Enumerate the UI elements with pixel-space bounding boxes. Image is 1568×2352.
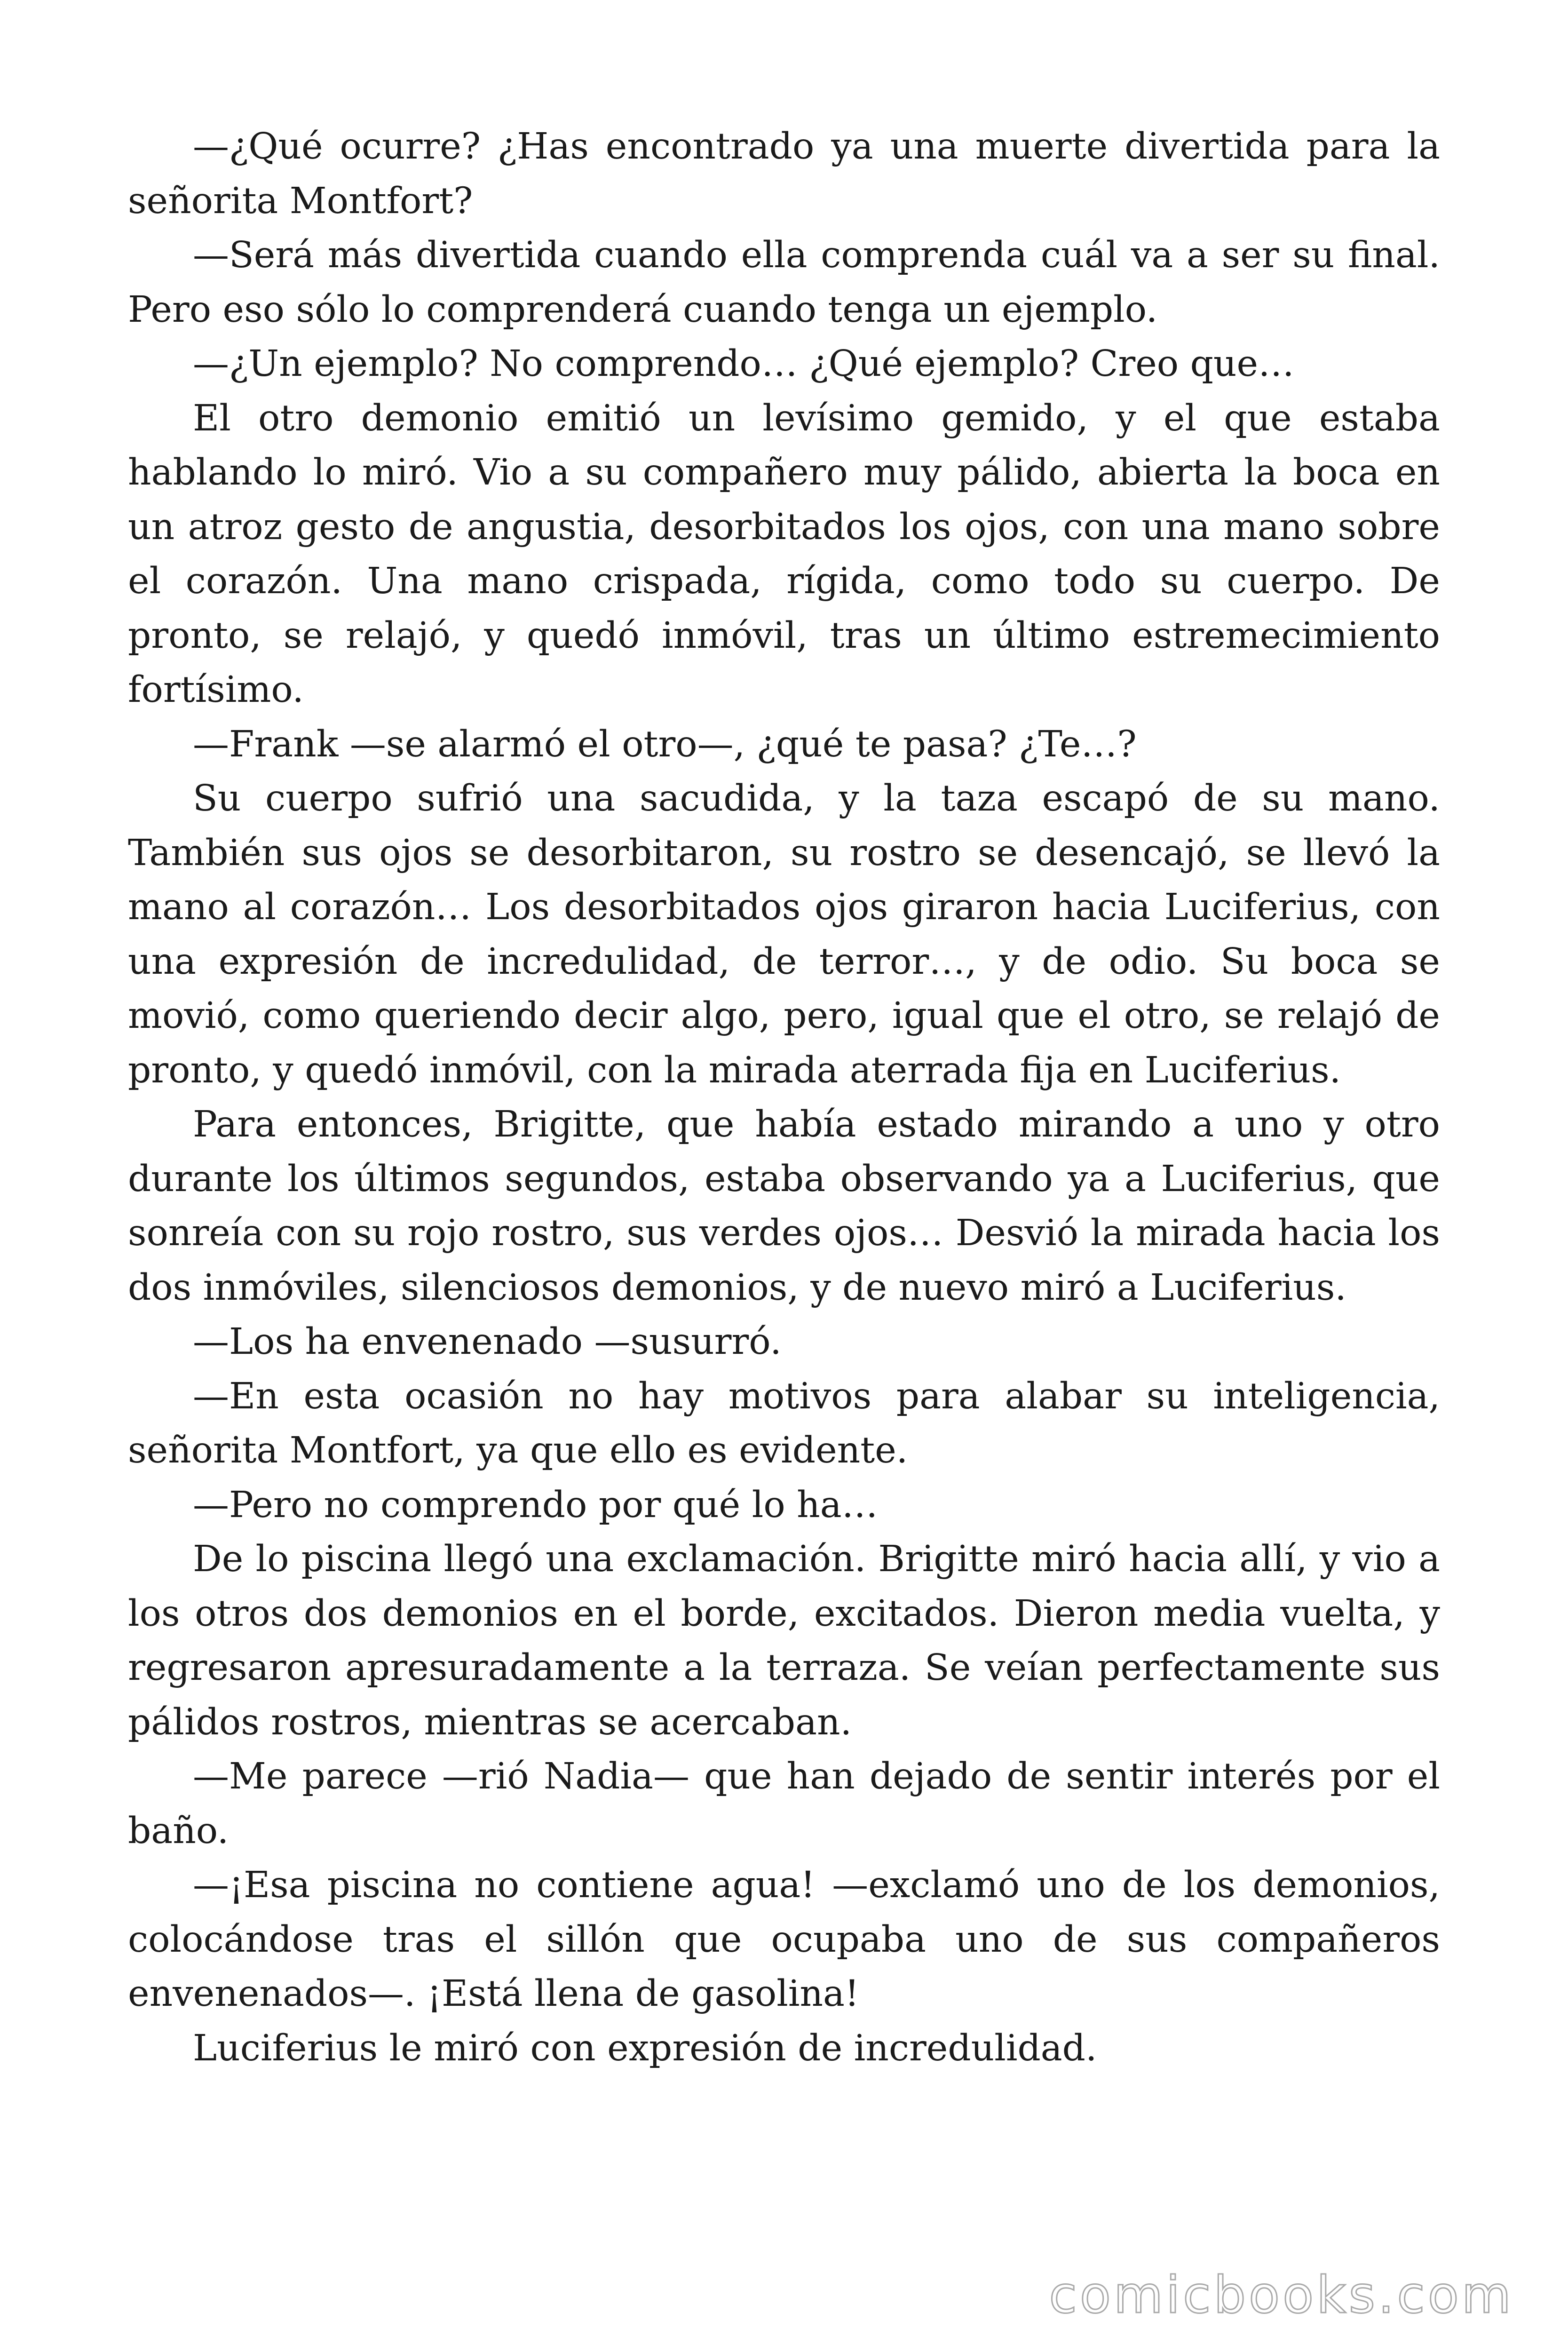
paragraph: El otro demonio emitió un levísimo gemido, y el que estaba hablando lo miró. Vio a su compañero muy pálido, abierta la boca en un atroz gesto de angustia, desorbitados los ojos, con una mano sobre el corazón. Una mano crispada, rígida, como todo su cuerpo. De pronto, se relajó, y quedó inmóvil, tras un último estremecimiento fortísimo. xyxy=(128,397,1440,711)
paragraph: —Será más divertida cuando ella comprenda cuál va a ser su final. Pero eso sólo lo comprenderá cuando tenga un ejemplo. xyxy=(128,234,1440,331)
paragraph: Su cuerpo sufrió una sacudida, y la taza escapó de su mano. También sus ojos se desorbitaron, su rostro se desencajó, se llevó la mano al corazón… Los desorbitados ojos giraron hacia Luciferius, con una expresión de incredulidad, de terror…, y de odio. Su boca se movió, como queriendo decir algo, pero, igual que el otro, se relajó de pronto, y quedó inmóvil, con la mirada aterrada fija en Luciferius. xyxy=(128,778,1440,1091)
paragraph: Luciferius le miró con expresión de incredulidad. xyxy=(193,2027,1097,2069)
paragraph: De lo piscina llegó una exclamación. Brigitte miró hacia allí, y vio a los otros dos demonios en el borde, excitados. Dieron media vuelta, y regresaron apresuradamente a la terraza. Se veían perfectamente sus pálidos rostros, mientras se acercaban. xyxy=(128,1538,1440,1743)
paragraph: —Los ha envenenado —susurró. xyxy=(193,1321,782,1363)
watermark: comicbooks.com xyxy=(1049,2266,1514,2325)
paragraph: —En esta ocasión no hay motivos para alabar su inteligencia, señorita Montfort, ya que ello es evidente. xyxy=(128,1375,1440,1471)
paragraph: —Me parece —rió Nadia— que han dejado de sentir interés por el baño. xyxy=(128,1756,1440,1852)
page-body xyxy=(128,119,1440,2075)
paragraph: —Frank —se alarmó el otro—, ¿qué te pasa? ¿Te…? xyxy=(193,723,1137,765)
paragraph: —¡Esa piscina no contiene agua! —exclamó uno de los demonios, colocándose tras el sillón que ocupaba uno de sus compañeros envenenados—. ¡Está llena de gasolina! xyxy=(128,1864,1440,2015)
paragraph: —¿Un ejemplo? No comprendo… ¿Qué ejemplo? Creo que… xyxy=(193,343,1295,385)
paragraph: —¿Qué ocurre? ¿Has encontrado ya una muerte divertida para la señorita Montfort? xyxy=(128,126,1440,222)
paragraph: Para entonces, Brigitte, que había estado mirando a uno y otro durante los últimos segundos, estaba observando ya a Luciferius, que sonreía con su rojo rostro, sus verdes ojos… Desvió la mirada hacia los dos inmóviles, silenciosos demonios, y de nuevo miró a Luciferius. xyxy=(128,1104,1440,1309)
paragraph: —Pero no comprendo por qué lo ha… xyxy=(193,1484,878,1526)
